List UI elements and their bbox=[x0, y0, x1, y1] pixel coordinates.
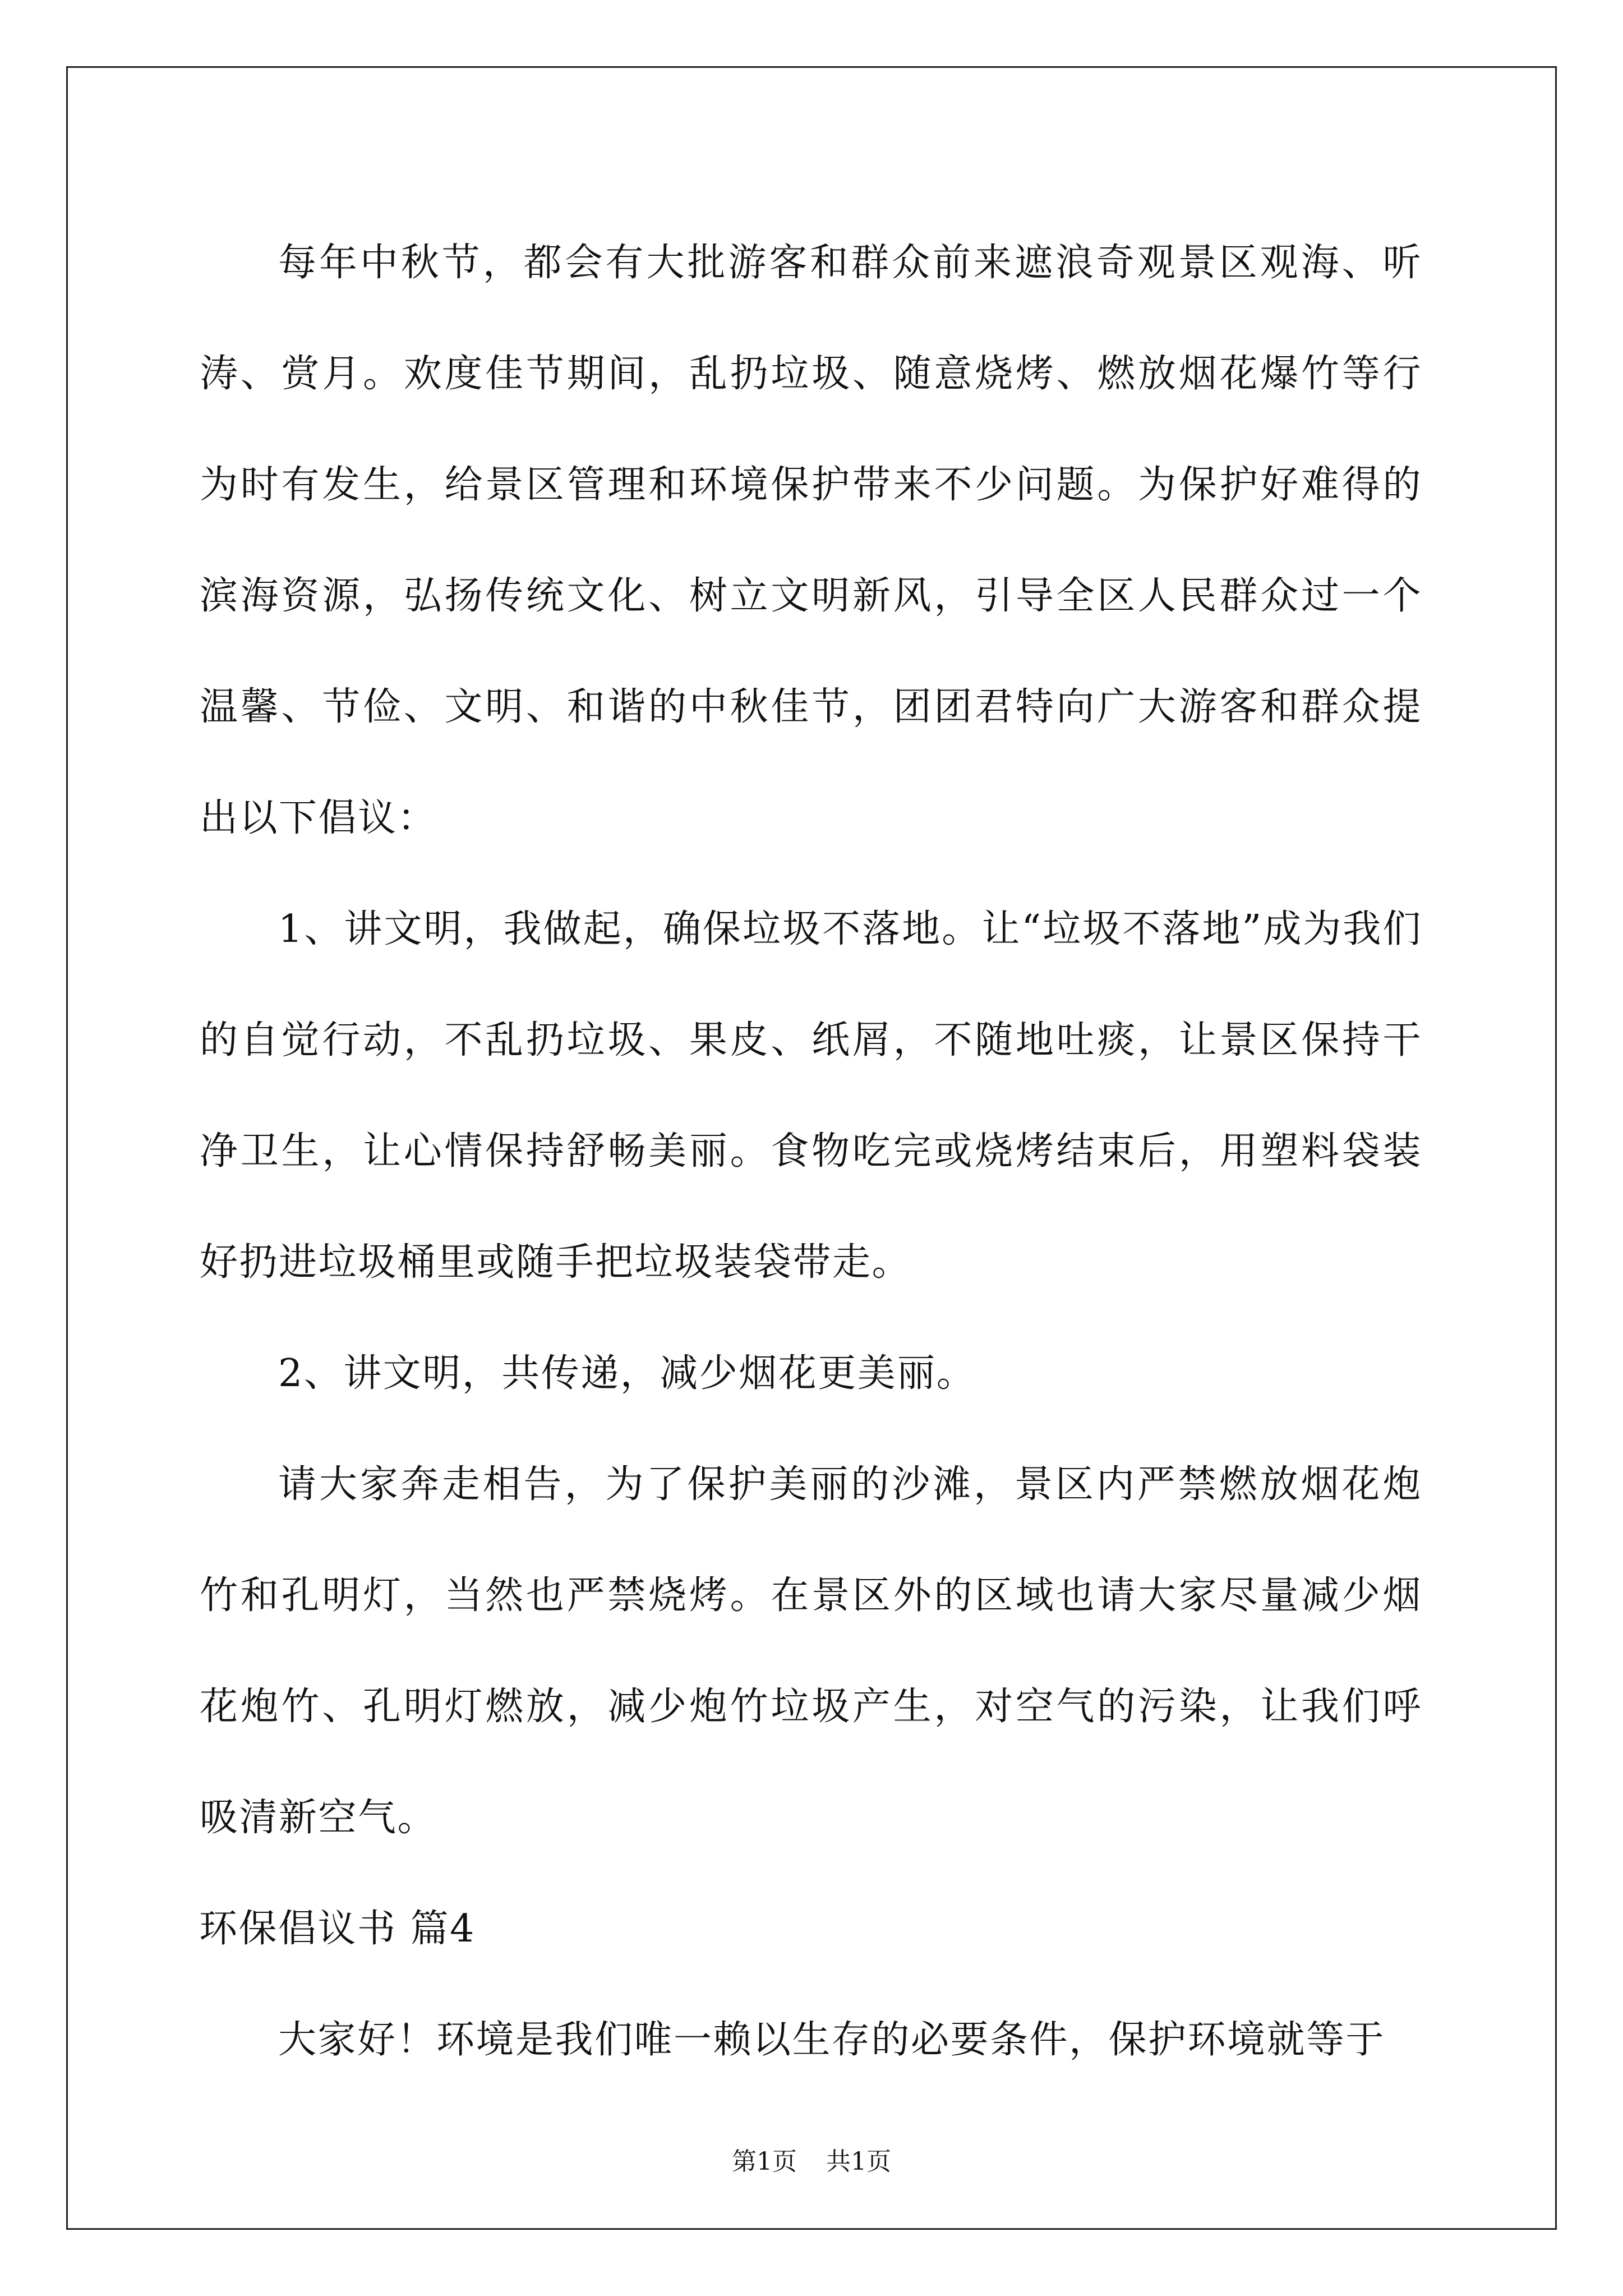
document-body bbox=[200, 208, 1422, 2096]
page-number-total: 共1页 bbox=[826, 2147, 891, 2176]
paragraph-item-2-detail: 请大家奔走相告，为了保护美丽的沙滩，景区内严禁燃放烟花炮竹和孔明灯，当然也严禁烧烤。在景区外的区域也请大家尽量减少烟花炮竹、孔明灯燃放，减少炮竹垃圾产生，对空气的污染，让我们呼吸清新空气。 bbox=[200, 1462, 1422, 1840]
paragraph-closing: 大家好！环境是我们唯一赖以生存的必要条件，保护环境就等于 bbox=[278, 2018, 1386, 2062]
section-heading: 环保倡议书 篇4 bbox=[199, 1907, 476, 1951]
page-number-current: 第1页 bbox=[732, 2147, 797, 2176]
page-footer bbox=[0, 2145, 1623, 2179]
paragraph-item-1: 1、讲文明，我做起，确保垃圾不落地。让“垃圾不落地”成为我们的自觉行动，不乱扔垃圾、果皮、纸屑，不随地吐痰，让景区保持干净卫生，让心情保持舒畅美丽。食物吃完或烧烤结束后，用塑料袋装好扔进垃圾桶里或随手把垃圾装袋带走。 bbox=[200, 907, 1422, 1285]
paragraph-item-2: 2、讲文明，共传递，减少烟花更美丽。 bbox=[278, 1351, 976, 1396]
paragraph-intro: 每年中秋节，都会有大批游客和群众前来遮浪奇观景区观海、听涛、赏月。欢度佳节期间，乱扔垃圾、随意烧烤、燃放烟花爆竹等行为时有发生，给景区管理和环境保护带来不少问题。为保护好难得的滨海资源，弘扬传统文化、树立文明新风，引导全区人民群众过一个温馨、节俭、文明、和谐的中秋佳节，团团君特向广大游客和群众提出以下倡议： bbox=[200, 241, 1422, 840]
